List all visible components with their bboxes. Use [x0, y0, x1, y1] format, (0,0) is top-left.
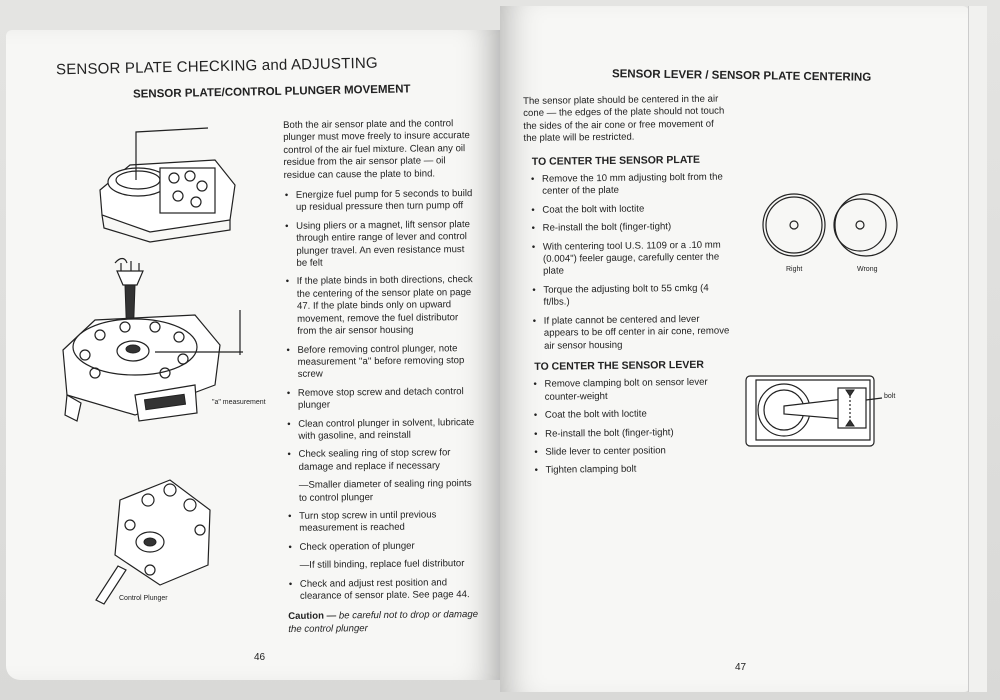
list-item: • Torque the adjusting bolt to 55 cmkg (4 ft/lbs.): [531, 282, 730, 309]
list-item: • Remove stop screw and detach control plunger: [286, 386, 478, 413]
label-bolt: bolt: [884, 393, 896, 400]
control-plunger-label: Control Plunger: [119, 595, 168, 602]
list-item: • Before removing control plunger, note measurement ''a'' before removing stop screw: [285, 342, 477, 381]
caution-text: be careful not to drop or damage the control plunger: [288, 609, 479, 635]
caution-note: [288, 609, 480, 636]
list-item-dash: —If still binding, replace fuel distributor: [299, 558, 465, 572]
left-bullet-list: [284, 188, 480, 603]
list-item: • Remove the 10 mm adjusting bolt from the center of the plate: [530, 172, 729, 199]
section-center-lever-heading: TO CENTER THE SENSOR LEVER: [534, 358, 704, 373]
left-text-column: [283, 118, 480, 636]
left-page-subtitle: SENSOR PLATE/CONTROL PLUNGER MOVEMENT: [132, 83, 411, 101]
right-page-title: SENSOR LEVER / SENSOR PLATE CENTERING: [611, 68, 872, 84]
left-page-number: 46: [254, 652, 266, 663]
list-item-dash: —Smaller diameter of sealing ring points to control plunger: [298, 478, 472, 504]
list-item: • Turn stop screw in until previous measurement is reached: [287, 509, 479, 536]
list-item: • Slide lever to center position: [533, 444, 732, 459]
caution-label: Caution —: [288, 610, 337, 623]
label-wrong: Wrong: [857, 266, 878, 273]
list-item: • Clean control plunger in solvent, lubricate with gasoline, and reinstall: [286, 417, 478, 444]
list-item: • Using pliers or a magnet, lift sensor plate through entire range of lever and control plunger travel. An even resistance must be felt: [284, 219, 477, 271]
page-edge: [968, 6, 987, 692]
list-item: • With centering tool U.S. 1109 or a .10 mm (0.004") feeler gauge, carefully center the plate: [531, 239, 730, 279]
list-item: • Energize fuel pump for 5 seconds to build up residual pressure then turn pump off: [284, 188, 476, 215]
left-intro: Both the air sensor plate and the control plunger must move freely to insure accurate control of the air fuel mixture. Clean any oil residue from the air sensor plate — oil residue can cause the plate to bind.: [283, 118, 470, 181]
right-page-number: 47: [735, 662, 747, 673]
sensor-lever-diagram: [742, 362, 887, 452]
list-item: • Remove clamping bolt on sensor lever counter-weight: [532, 377, 731, 404]
right-text-column: [523, 93, 733, 483]
list-item: • Check and adjust rest position and clearance of sensor plate. See page 44.: [288, 577, 480, 604]
list-item: • Re-install the bolt (finger-tight): [531, 221, 730, 236]
section-center-plate-heading: TO CENTER THE SENSOR PLATE: [531, 153, 701, 168]
list-item: • Re-install the bolt (finger-tight): [533, 426, 732, 441]
list-item: • If plate cannot be centered and lever appears to be off center in air cone, remove air sensor housing: [532, 313, 731, 353]
control-plunger-illustration: [90, 470, 225, 610]
a-measurement-label: "a" measurement: [212, 399, 266, 406]
left-page-title: SENSOR PLATE CHECKING and ADJUSTING: [55, 54, 378, 79]
right-intro: The sensor plate should be centered in the air cone — the edges of the plate should not touch the sides of the air cone or free movement of the plate will be restricted.: [523, 93, 725, 145]
air-sensor-housing-illustration: [90, 120, 240, 250]
label-right: Right: [786, 266, 803, 273]
center-plate-list: [530, 172, 731, 353]
fuel-distributor-illustration: [55, 255, 250, 440]
list-item: • If the plate binds in both directions, check the centering of the sensor plate on page 47. If the plate binds only on upward movement, remove the fuel distributor from the air sensor housing: [285, 274, 478, 338]
list-item: • Check operation of plunger: [287, 540, 479, 554]
center-lever-list: [532, 377, 732, 478]
list-item: • Coat the bolt with loctite: [530, 202, 729, 217]
list-item: • Coat the bolt with loctite: [533, 408, 732, 423]
list-item: • Check sealing ring of stop screw for damage and replace if necessary: [286, 447, 478, 474]
list-item: • Tighten clamping bolt: [534, 463, 733, 478]
plate-centering-diagram: [758, 185, 908, 270]
